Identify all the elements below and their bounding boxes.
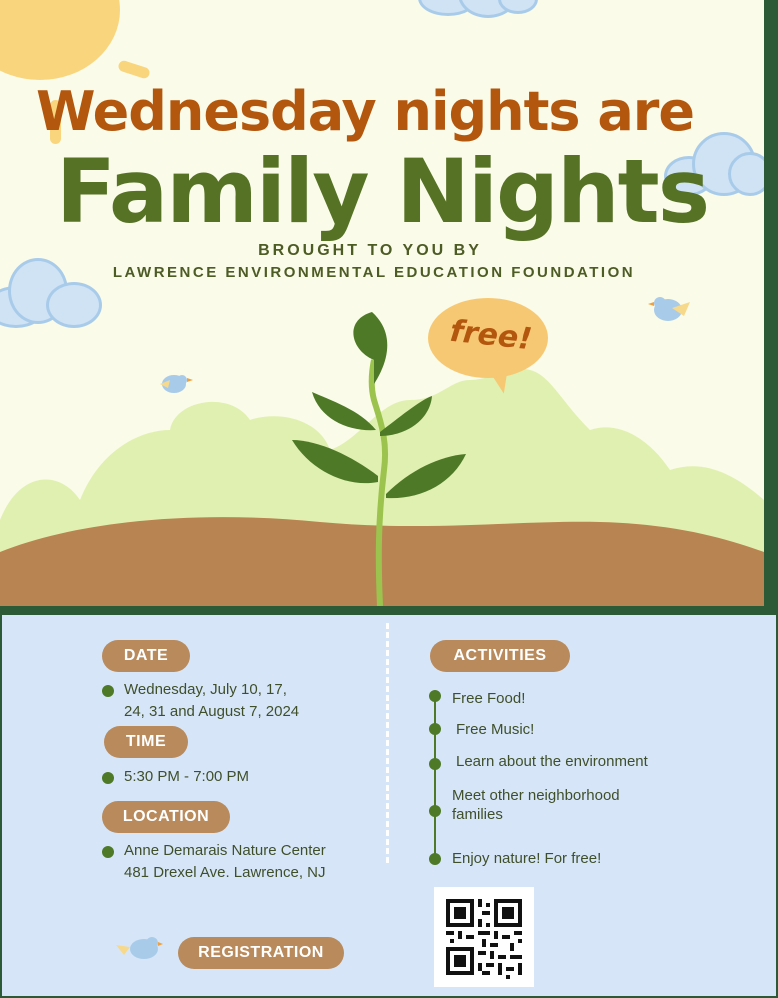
headline-line1: Wednesday nights are <box>35 80 695 143</box>
bullet-dot <box>429 853 441 865</box>
activity-item: Learn about the environment <box>456 753 648 770</box>
activity-item: Enjoy nature! For free! <box>452 850 602 867</box>
location-line1: Anne Demarais Nature Center <box>124 842 326 859</box>
bird-icon <box>160 375 193 393</box>
speech-bubble-tail <box>488 367 511 396</box>
location-badge: LOCATION <box>102 801 230 833</box>
qr-code-icon[interactable] <box>434 887 534 987</box>
date-line2: 24, 31 and August 7, 2024 <box>124 703 300 720</box>
bullet-dot <box>102 846 114 858</box>
bullet-dot <box>102 685 114 697</box>
bullet-dot <box>102 772 114 784</box>
bullet-dot <box>429 758 441 770</box>
activities-badge: ACTIVITIES <box>430 640 570 672</box>
location-line2: 481 Drexel Ave. Lawrence, NJ <box>124 864 326 881</box>
byline-line2: LAWRENCE ENVIRONMENTAL EDUCATION FOUNDATION <box>112 264 636 281</box>
event-info-card <box>0 613 778 998</box>
bird-icon <box>648 297 690 321</box>
activity-item: Free Food! <box>452 690 526 707</box>
byline-line1: BROUGHT TO YOU BY <box>258 242 482 259</box>
bullet-dot <box>429 723 441 735</box>
free-label: free! <box>448 313 534 358</box>
bullet-dot <box>429 805 441 817</box>
registration-button[interactable]: REGISTRATION <box>178 937 344 969</box>
column-divider <box>386 623 389 863</box>
date-line1: Wednesday, July 10, 17, <box>124 681 287 698</box>
time-value: 5:30 PM - 7:00 PM <box>124 768 250 785</box>
bird-icon <box>114 933 164 963</box>
activities-timeline <box>434 695 436 860</box>
time-badge: TIME <box>104 726 188 758</box>
date-badge: DATE <box>102 640 190 672</box>
activity-item: Free Music! <box>456 721 535 738</box>
activity-item-continued: families <box>452 806 503 823</box>
activity-item: Meet other neighborhood <box>452 787 620 804</box>
bullet-dot <box>429 690 441 702</box>
headline-line2: Family Nights <box>55 140 709 243</box>
